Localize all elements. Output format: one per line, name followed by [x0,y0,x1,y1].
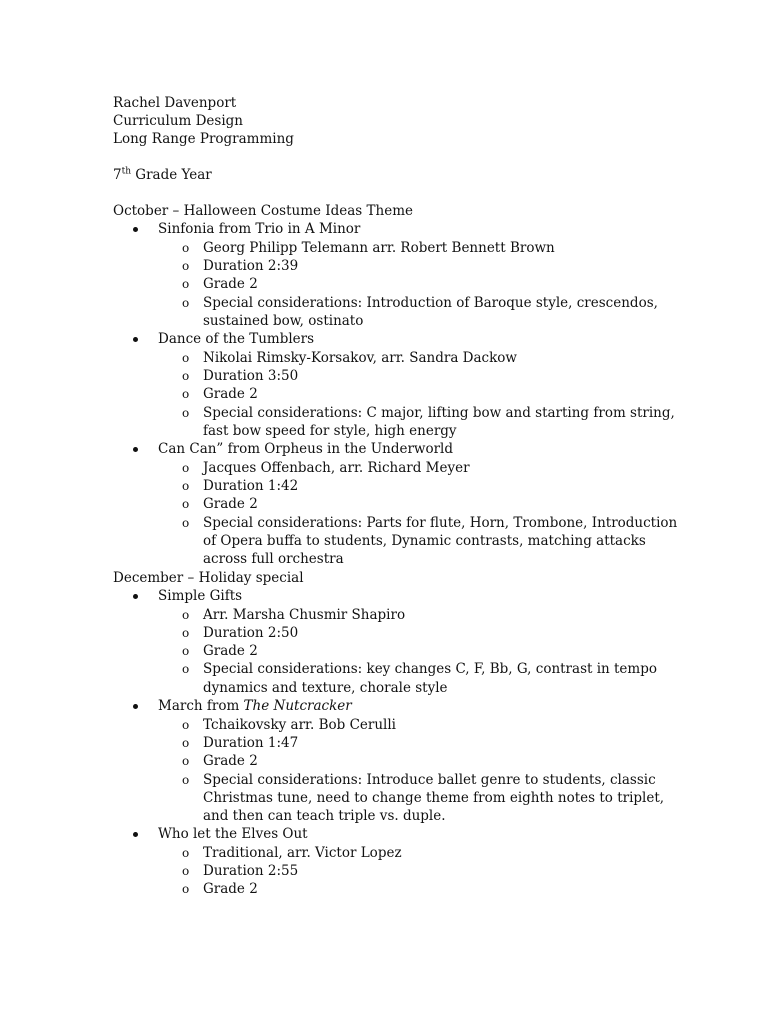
sub-bullet-icon: o [182,754,190,768]
piece-detail: Special considerations: Introduction of Baroque style, crescendos, [203,295,658,311]
piece-detail: Jacques Offenbach, arr. Richard Meyer [203,460,470,476]
bullet-icon [133,447,138,452]
piece-detail: Duration 2:55 [203,863,299,879]
bullet-icon [133,594,138,599]
piece-detail: Grade 2 [203,753,258,769]
piece-detail: Grade 2 [203,881,258,897]
section-heading-december: December – Holiday special [113,570,304,586]
piece-detail: Arr. Marsha Chusmir Shapiro [203,607,406,623]
sub-bullet-icon: o [182,864,190,878]
sub-bullet-icon: o [182,773,190,787]
course-name: Curriculum Design [113,113,244,129]
bullet-icon [133,227,138,232]
sub-bullet-icon: o [182,846,190,860]
sub-bullet-icon: o [182,277,190,291]
sub-bullet-icon: o [182,736,190,750]
sub-bullet-icon: o [182,296,190,310]
sub-bullet-icon: o [182,516,190,530]
piece-detail: Special considerations: Parts for flute, Horn, Trombone, Introduction [203,515,678,531]
piece-detail: Georg Philipp Telemann arr. Robert Bennett Brown [203,240,555,256]
sub-bullet-icon: o [182,351,190,365]
piece-detail: Special considerations: key changes C, F, Bb, G, contrast in tempo [203,661,657,677]
grade-year-heading [113,166,212,184]
bullet-icon [133,832,138,837]
piece-detail: Grade 2 [203,386,258,402]
grade-year-number: 7 [113,167,122,183]
grade-year-ordinal: th [121,166,132,177]
section-heading-october: October – Halloween Costume Ideas Theme [113,203,413,219]
piece-title-italic: The Nutcracker [243,698,352,714]
piece-title: Who let the Elves Out [158,826,308,842]
piece-detail-continued: Christmas tune, need to change theme from eighth notes to triplet, [203,790,665,806]
piece-detail: Grade 2 [203,276,258,292]
piece-title: Simple Gifts [158,588,243,604]
sub-bullet-icon: o [182,406,190,420]
piece-detail: Duration 2:39 [203,258,299,274]
piece-title [158,697,352,715]
piece-title: Dance of the Tumblers [158,331,315,347]
piece-detail: Special considerations: C major, lifting bow and starting from string, [203,405,675,421]
sub-bullet-icon: o [182,644,190,658]
sub-bullet-icon: o [182,662,190,676]
piece-detail: Duration 3:50 [203,368,299,384]
bullet-icon [133,337,138,342]
piece-detail-continued: fast bow speed for style, high energy [203,423,457,439]
piece-detail: Grade 2 [203,496,258,512]
piece-detail-continued: of Opera buffa to students, Dynamic contrasts, matching attacks [203,533,646,549]
bullet-icon [133,704,138,709]
author-name: Rachel Davenport [113,95,237,111]
sub-bullet-icon: o [182,608,190,622]
piece-detail: Traditional, arr. Victor Lopez [203,845,402,861]
grade-year-label: Grade Year [131,167,212,183]
sub-bullet-icon: o [182,718,190,732]
piece-detail: Nikolai Rimsky-Korsakov, arr. Sandra Dackow [203,350,517,366]
piece-detail-continued: sustained bow, ostinato [203,313,364,329]
piece-detail: Grade 2 [203,643,258,659]
piece-detail: Special considerations: Introduce ballet genre to students, classic [203,772,656,788]
piece-title-prefix: March from [158,698,244,714]
sub-bullet-icon: o [182,882,190,896]
sub-bullet-icon: o [182,241,190,255]
piece-title: Can Can” from Orpheus in the Underworld [158,441,454,457]
piece-detail-continued: and then can teach triple vs. duple. [203,808,446,824]
sub-bullet-icon: o [182,387,190,401]
document-title: Long Range Programming [113,131,294,147]
piece-detail-continued: across full orchestra [203,551,344,567]
sub-bullet-icon: o [182,479,190,493]
piece-detail-continued: dynamics and texture, chorale style [203,680,448,696]
sub-bullet-icon: o [182,461,190,475]
sub-bullet-icon: o [182,369,190,383]
sub-bullet-icon: o [182,626,190,640]
sub-bullet-icon: o [182,497,190,511]
piece-title: Sinfonia from Trio in A Minor [158,221,361,237]
piece-detail: Duration 1:47 [203,735,299,751]
piece-detail: Tchaikovsky arr. Bob Cerulli [203,717,396,733]
sub-bullet-icon: o [182,259,190,273]
piece-detail: Duration 2:50 [203,625,299,641]
piece-detail: Duration 1:42 [203,478,299,494]
